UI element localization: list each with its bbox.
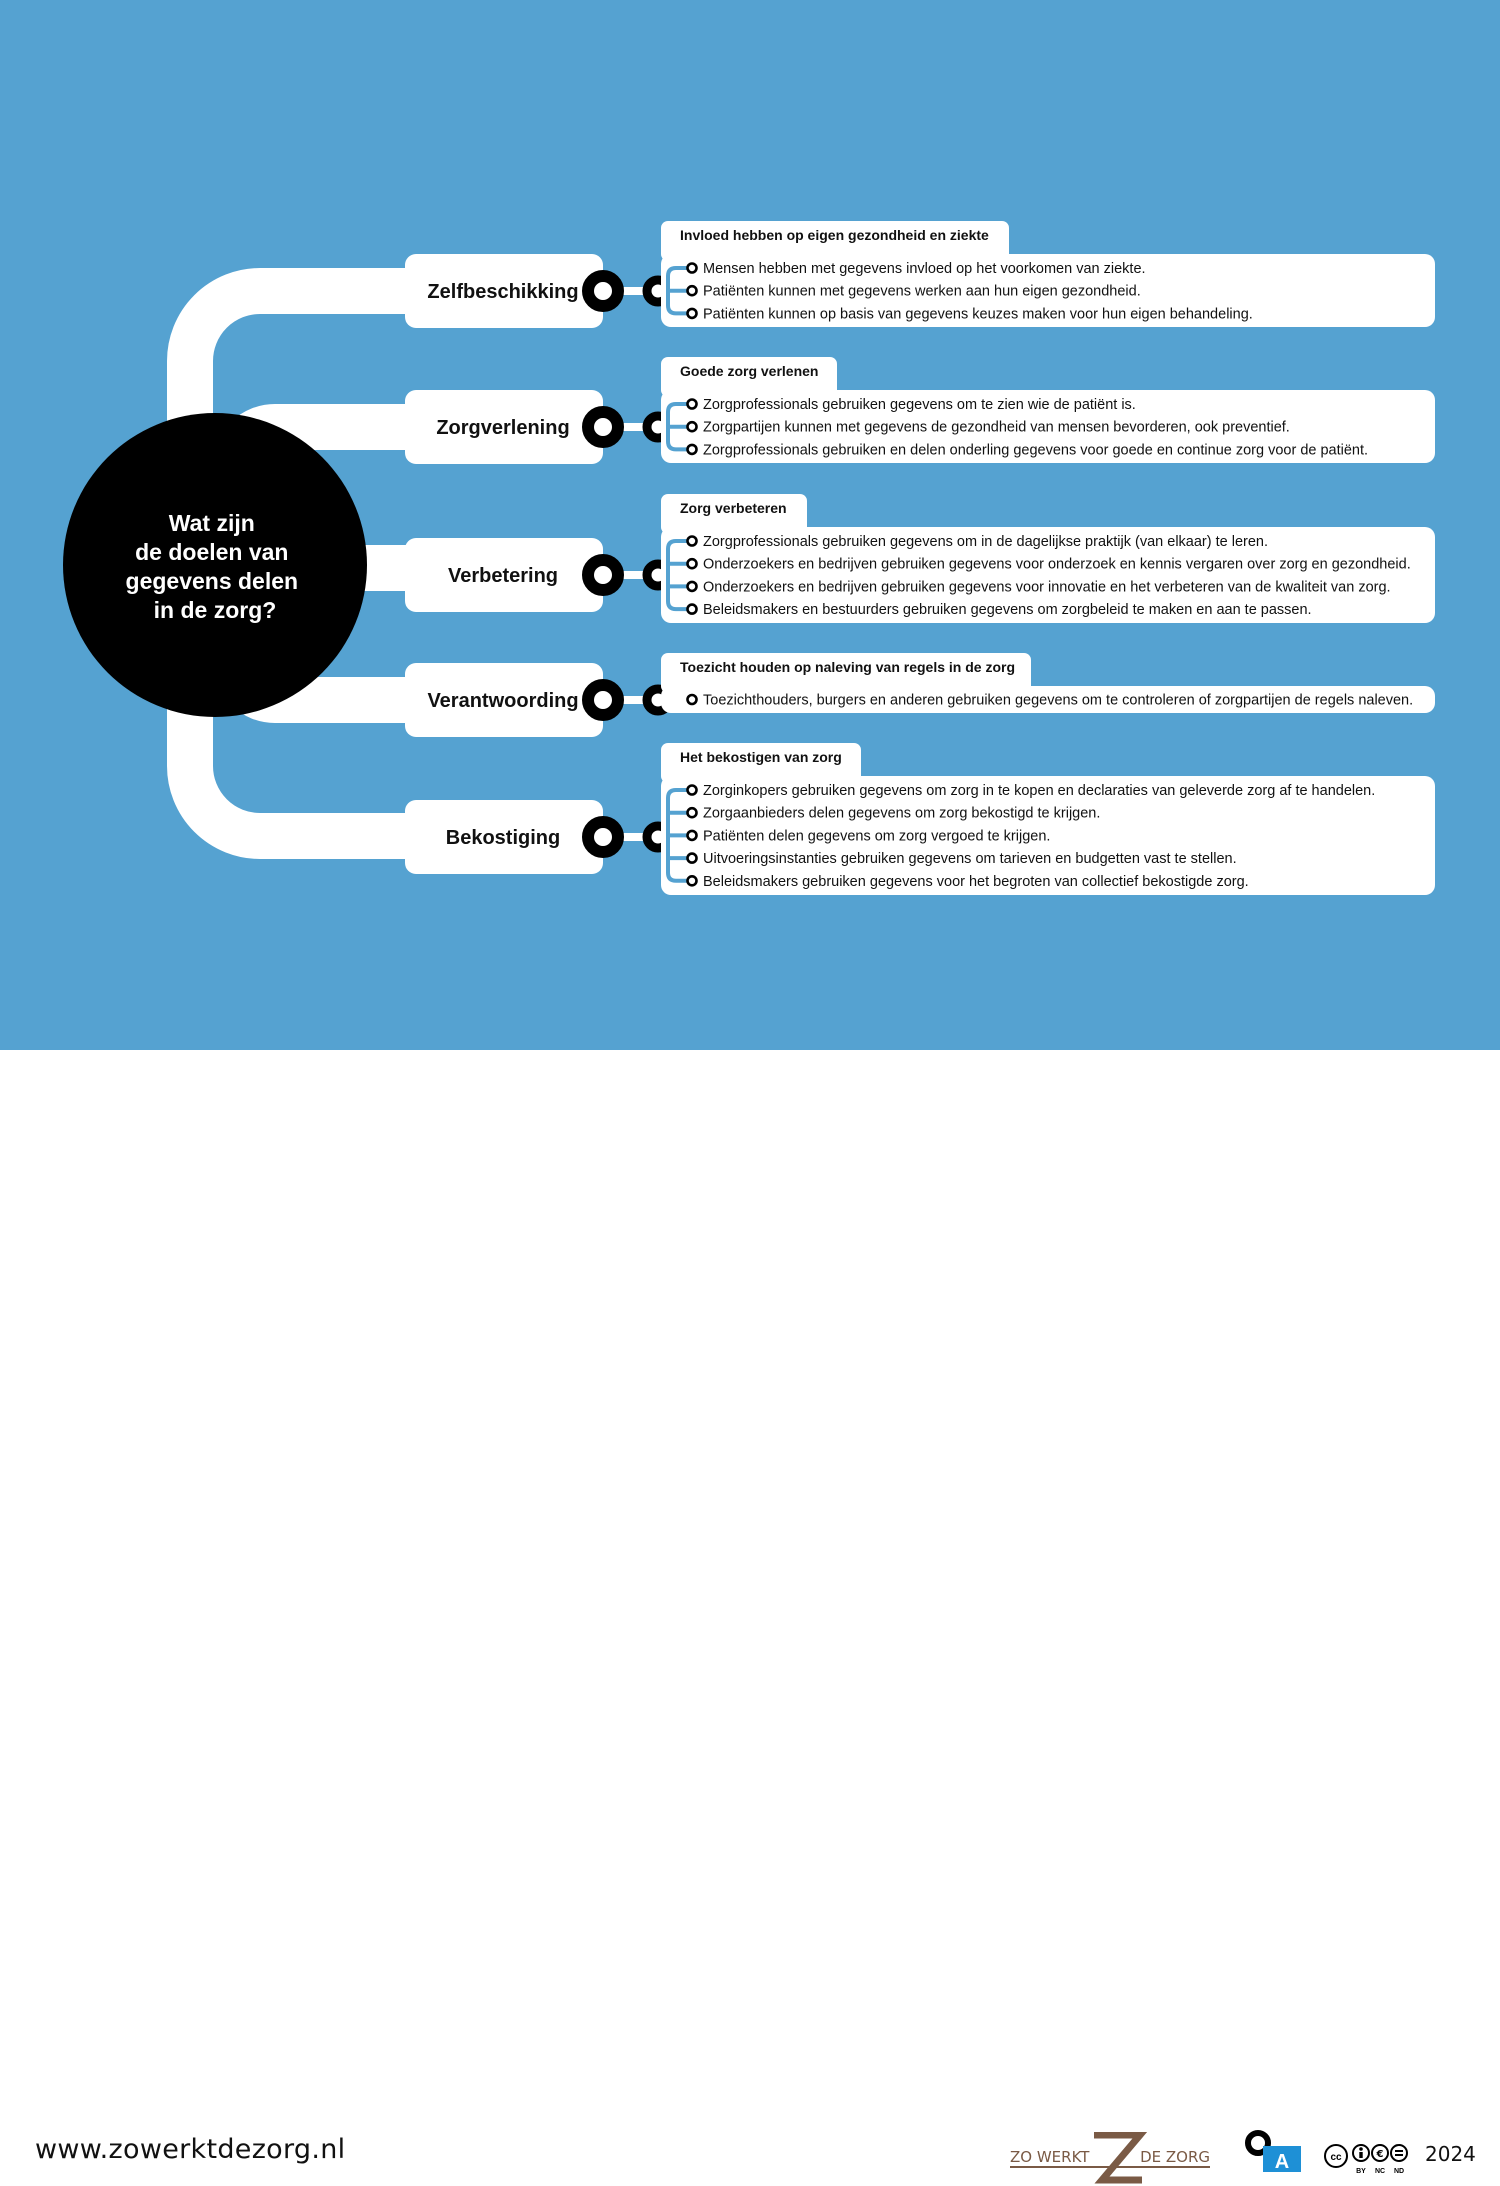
question-line: in de zorg? <box>153 597 277 623</box>
goal-heading: Zorg verbeteren <box>680 500 787 516</box>
bullet-node-icon <box>688 286 697 295</box>
mind-map <box>0 0 1500 1050</box>
bullet-node-icon <box>688 264 697 273</box>
bullet-node-icon <box>688 695 697 704</box>
bullet-node-icon <box>688 876 697 885</box>
brand-left-text: ZO WERKT <box>1010 2148 1090 2166</box>
svg-text:cc: cc <box>1330 2152 1342 2163</box>
footer <box>0 1050 1500 2175</box>
diagram-area <box>0 0 1500 1050</box>
bullet-node-icon <box>688 582 697 591</box>
brand-right-text: DE ZORG <box>1140 2148 1210 2166</box>
svg-text:ND: ND <box>1393 2168 1405 2175</box>
goal-item: Toezichthouders, burgers en anderen gebruiken gegevens om te controleren of zorgpartijen de regels naleven. <box>703 692 1414 709</box>
goal-heading: Invloed hebben op eigen gezondheid en ziekte <box>680 227 989 243</box>
goal-item: Beleidsmakers en bestuurders gebruiken gegevens om zorgbeleid te maken en aan te passen. <box>703 602 1312 619</box>
goal-heading: Toezicht houden op naleving van regels in de zorg <box>680 659 1016 675</box>
question-line: gegevens delen <box>125 568 299 594</box>
big-node-icon <box>588 276 618 306</box>
goal-heading: Het bekostigen van zorg <box>680 749 842 765</box>
goal-heading: Goede zorg verlenen <box>680 363 819 379</box>
brand-logo <box>1010 2132 1210 2184</box>
goal-item: Patiënten delen gegevens om zorg vergoed te krijgen. <box>703 828 1051 845</box>
question-line: de doelen van <box>135 539 289 565</box>
year-label: 2024 <box>1425 2142 1476 2166</box>
big-node-icon <box>588 560 618 590</box>
goal-item: Patiënten kunnen op basis van gegevens keuzes maken voor hun eigen behandeling. <box>703 306 1253 323</box>
category-group <box>405 743 1435 895</box>
bullet-node-icon <box>688 605 697 614</box>
goal-item: Patiënten kunnen met gegevens werken aan hun eigen gezondheid. <box>703 283 1141 300</box>
big-node-icon <box>588 412 618 442</box>
badge-letter: A <box>1274 2151 1290 2173</box>
bullet-node-icon <box>688 559 697 568</box>
bullet-node-icon <box>688 422 697 431</box>
goal-item: Zorginkopers gebruiken gegevens om zorg in te kopen en declaraties van geleverde zorg af te handelen. <box>703 783 1376 799</box>
big-node-icon <box>588 822 618 852</box>
goal-item: Onderzoekers en bedrijven gebruiken gegevens voor innovatie en het verbeteren van de kwaliteit van zorg. <box>703 579 1391 596</box>
bullet-node-icon <box>688 537 697 546</box>
goal-item: Beleidsmakers gebruiken gegevens voor het begroten van collectief bekostigde zorg. <box>703 873 1249 890</box>
nd-icon <box>1391 2145 1407 2161</box>
goal-item: Zorgprofessionals gebruiken gegevens om te zien wie de patiënt is. <box>703 397 1136 413</box>
badge-logo <box>1243 2128 1303 2178</box>
website-link[interactable]: www.zowerktdezorg.nl <box>35 2134 346 2165</box>
goal-item: Zorgprofessionals gebruiken gegevens om in de dagelijkse praktijk (van elkaar) te leren. <box>703 534 1268 550</box>
svg-text:BY: BY <box>1356 2168 1366 2175</box>
license-icons <box>1323 2140 1418 2186</box>
bullet-node-icon <box>688 831 697 840</box>
bullet-node-icon <box>688 854 697 863</box>
goal-item: Uitvoeringsinstanties gebruiken gegevens om tarieven en budgetten vast te stellen. <box>703 851 1237 868</box>
question-line: Wat zijn <box>168 510 255 536</box>
category-group <box>405 494 1435 623</box>
central-question-circle <box>63 413 367 717</box>
svg-text:€: € <box>1376 2149 1384 2160</box>
brand-z-mark <box>1010 2132 1210 2184</box>
category-group <box>405 221 1435 328</box>
category-group <box>405 357 1435 464</box>
svg-text:NC: NC <box>1374 2168 1386 2175</box>
bullet-node-icon <box>688 400 697 409</box>
bullet-node-icon <box>688 786 697 795</box>
category-label: Bekostiging <box>445 827 561 849</box>
goal-item: Zorgaanbieders delen gegevens om zorg bekostigd te krijgen. <box>703 805 1101 822</box>
goal-item: Zorgpartijen kunnen met gegevens de gezondheid van mensen bevorderen, ook preventief. <box>703 419 1290 436</box>
category-group <box>405 653 1435 737</box>
goal-item: Zorgprofessionals gebruiken en delen onderling gegevens voor goede en continue zorg voor de patiënt. <box>703 442 1369 459</box>
goal-item: Mensen hebben met gegevens invloed op het voorkomen van ziekte. <box>703 261 1146 277</box>
bullet-node-icon <box>688 309 697 318</box>
category-label: Verantwoording <box>427 690 579 712</box>
category-label: Zelfbeschikking <box>427 281 579 303</box>
bullet-node-icon <box>688 808 697 817</box>
category-label: Zorgverlening <box>436 417 570 439</box>
category-label: Verbetering <box>447 565 559 587</box>
big-node-icon <box>588 685 618 715</box>
bullet-node-icon <box>688 445 697 454</box>
goal-item: Onderzoekers en bedrijven gebruiken gegevens voor onderzoek en kennis vergaren over zorg en gezondheid. <box>703 556 1411 573</box>
